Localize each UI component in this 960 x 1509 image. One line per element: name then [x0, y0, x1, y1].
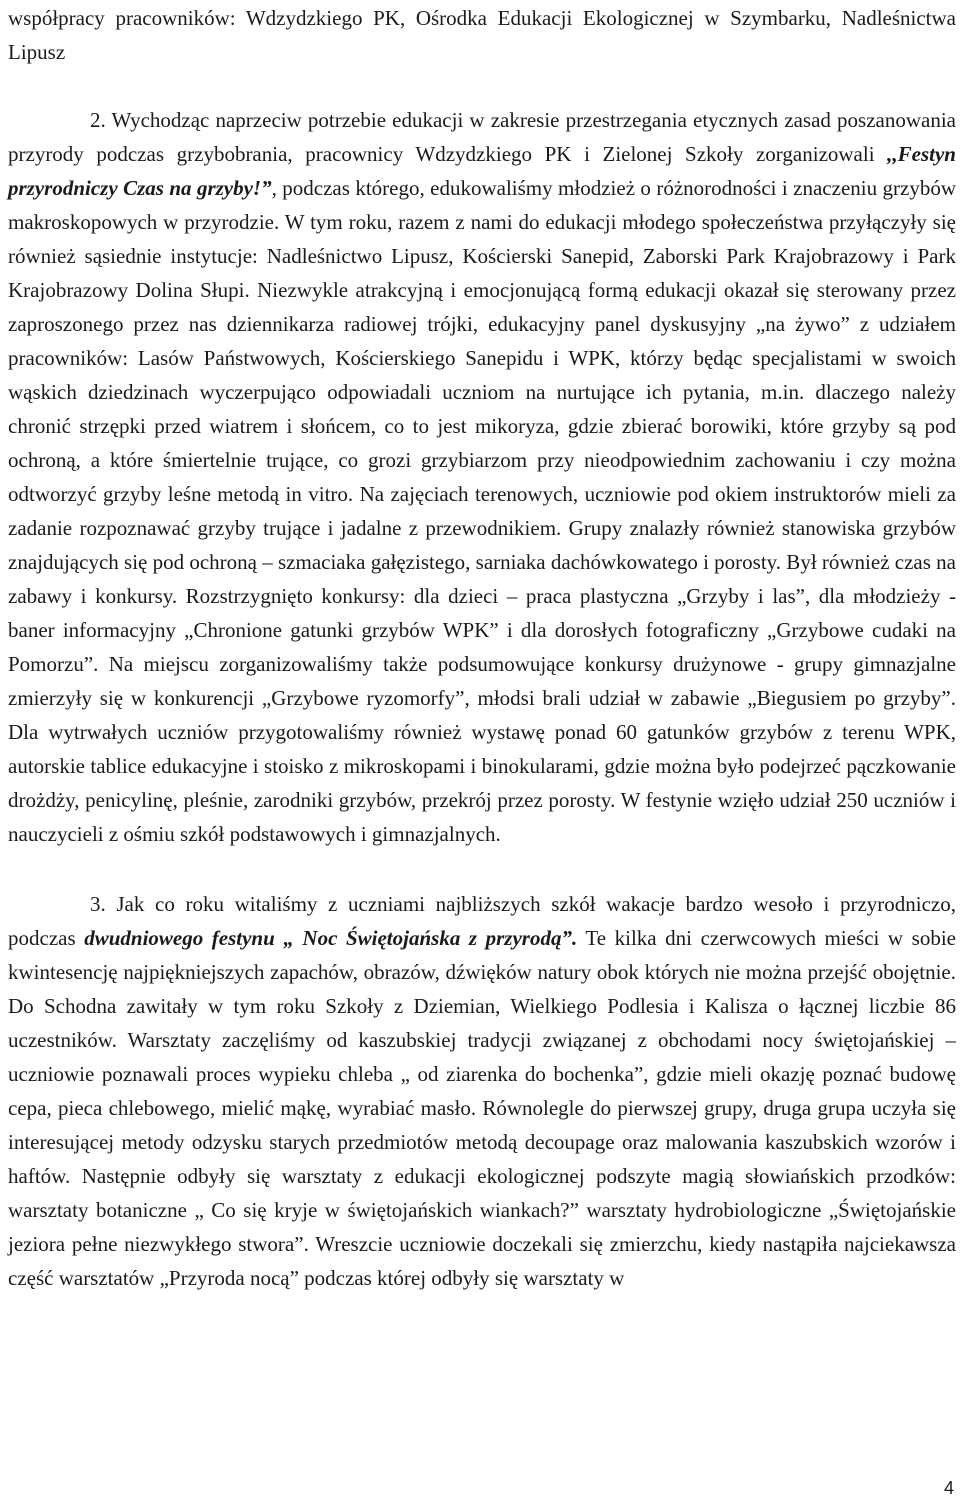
- paragraph-gap: [8, 851, 956, 887]
- intro-paragraph-tail: współpracy pracowników: Wdzydzkiego PK, Ośrodka Edukacji Ekologicznej w Szymbarku, Nadleśnictwa Lipusz: [8, 6, 956, 64]
- item-2-paragraph: [8, 103, 956, 851]
- item-3-event-name: dwudniowego festynu „ Noc Świętojańska z przyrodą”.: [84, 926, 578, 950]
- item-2-body: , podczas którego, edukowaliśmy młodzież o różnorodności i znaczeniu grzybów makroskopowych w przyrodzie. W tym roku, razem z nami do edukacji młodego społeczeństwa przyłączyły się również sąsiednie instytucje: Nadleśnictwo Lipusz, Kościerski Sanepid, Zaborski Park Krajobrazowy i Park Krajobrazowy Dolina Słupi. Niezwykle atrakcyjną i emocjonującą formą edukacji okazał się sterowany przez zaproszonego przez nas dziennikarza radiowej trójki, edukacyjny panel dyskusyjny „na żywo” z udziałem pracowników: Lasów Państwowych, Kościerskiego Sanepidu i WPK, którzy będąc specjalistami w swoich wąskich dziedzinach wyczerpująco odpowiadali uczniom na nurtujące ich pytania, m.in. dlaczego należy chronić strzępki przed wiatrem i słońcem, co to jest mikoryza, gdzie zbierać borowiki, które grzyby są pod ochroną, a które śmiertelnie trujące, co grozi grzybiarzom przy nieodpowiednim zachowaniu i czy można odtworzyć grzyby leśne metodą in vitro. Na zajęciach terenowych, uczniowie pod okiem instruktorów mieli za zadanie rozpoznawać grzyby trujące i jadalne z przewodnikiem. Grupy znalazły również stanowiska grzybów znajdujących się pod ochroną – szmaciaka gałęzistego, sarniaka dachówkowatego i porosty. Był również czas na zabawy i konkursy. Rozstrzygnięto konkursy: dla dzieci – praca plastyczna „Grzyby i las”, dla młodzieży - baner informacyjny „Chronione gatunki grzybów WPK” i dla dorosłych fotograficzny „Grzybowe cudaki na Pomorzu”. Na miejscu zorganizowaliśmy także podsumowujące konkursy drużynowe - grupy gimnazjalne zmierzyły się w konkurencji „Grzybowe ryzomorfy”, młodsi brali udział w zabawie „Biegusiem po grzyby”. Dla wytrwałych uczniów przygotowaliśmy również wystawę ponad 60 gatunków grzybów z terenu WPK, autorskie tablice edukacyjne i stoisko z mikroskopami i binokularami, gdzie można było podejrzeć pączkowanie drożdży, penicylinę, pleśnie, zarodniki grzybów, przekrój przez porosty. W festynie wzięło udział 250 uczniów i nauczycieli z ośmiu szkół podstawowych i gimnazjalnych.: [8, 176, 956, 846]
- item-2-event-name: ,,Festyn przyrodniczy Czas na grzyby!”: [8, 142, 956, 200]
- paragraph-gap: [8, 69, 956, 103]
- item-2-lead: 2. Wychodząc naprzeciw potrzebie edukacji w zakresie przestrzegania etycznych zasad poszanowania przyrody podczas grzybobrania, pracownicy Wdzydzkiego PK i Zielonej Szkoły zorganizowali: [8, 108, 956, 166]
- item-3-paragraph: [8, 887, 956, 1295]
- item-3-body: Te kilka dni czerwcowych mieści w sobie kwintesencję najpiękniejszych zapachów, obrazów, dźwięków natury obok których nie można przejść obojętnie. Do Schodna zawitały w tym roku Szkoły z Dziemian, Wielkiego Podlesia i Kalisza o łącznej liczbie 86 uczestników. Warsztaty zaczęliśmy od kaszubskiej tradycji związanej z obchodami nocy świętojańskiej – uczniowie poznawali proces wypieku chleba „ od ziarenka do bochenka”, gdzie mieli okazję poznać budowę cepa, pieca chlebowego, mielić mąkę, wyrabiać masło. Równolegle do pierwszej grupy, druga grupa uczyła się interesującej metody odzysku starych przedmiotów metodą decoupage oraz malowania kaszubskich wzorów i haftów. Następnie odbyły się warsztaty z edukacji ekologicznej podszyte magią słowiańskich przodków: warsztaty botaniczne „ Co się kryje w świętojańskich wiankach?” warsztaty hydrobiologiczne „Świętojańskie jeziora pełne niezwykłego stwora”. Wreszcie uczniowie doczekali się zmierzchu, kiedy nastąpiła najciekawsza część warsztatów „Przyroda nocą” podczas której odbyły się warsztaty w: [8, 926, 956, 1290]
- page-number: 4: [943, 1478, 954, 1498]
- item-3-lead: 3. Jak co roku witaliśmy z uczniami najbliższych szkół wakacje bardzo wesoło i przyrodniczo, podczas: [8, 892, 956, 950]
- document-page: [8, 0, 956, 1295]
